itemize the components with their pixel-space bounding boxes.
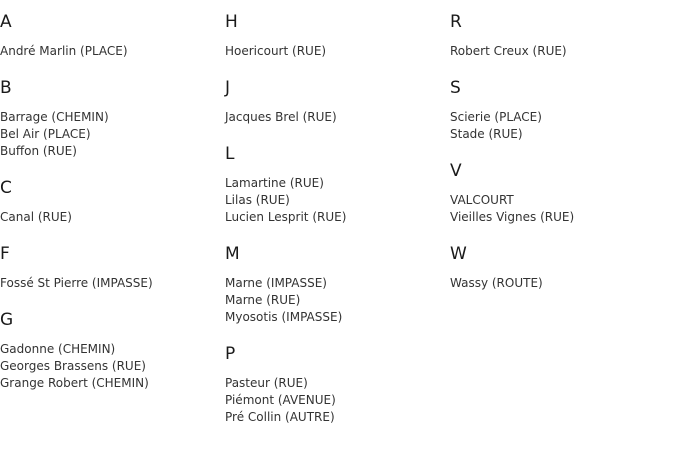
street-list xyxy=(0,209,222,226)
street-list-item xyxy=(225,43,447,60)
street-list-item xyxy=(0,109,222,126)
street-column-1 xyxy=(0,12,222,410)
street-link[interactable]: Wassy (ROUTE) xyxy=(450,276,543,290)
street-list xyxy=(0,341,222,392)
letter-group-j xyxy=(225,78,447,126)
street-list-item xyxy=(225,309,447,326)
street-list xyxy=(0,109,222,160)
street-link[interactable]: Pré Collin (AUTRE) xyxy=(225,410,335,424)
street-list-item xyxy=(0,43,222,60)
letter-group-v xyxy=(450,161,672,226)
letter-group-g xyxy=(0,310,222,392)
street-link[interactable]: Buffon (RUE) xyxy=(0,144,77,158)
street-link[interactable]: Gadonne (CHEMIN) xyxy=(0,342,116,356)
letter-heading: V xyxy=(450,161,462,181)
street-list xyxy=(450,192,672,226)
street-link[interactable]: Scierie (PLACE) xyxy=(450,110,542,124)
street-link[interactable]: Marne (IMPASSE) xyxy=(225,276,327,290)
street-link[interactable]: Marne (RUE) xyxy=(225,293,301,307)
street-link[interactable]: Bel Air (PLACE) xyxy=(0,127,91,141)
street-list-item xyxy=(225,275,447,292)
letter-group-s xyxy=(450,78,672,143)
street-list xyxy=(450,43,672,60)
street-link[interactable]: Fossé St Pierre (IMPASSE) xyxy=(0,276,153,290)
street-list-item xyxy=(0,209,222,226)
street-list-item xyxy=(0,275,222,292)
street-link[interactable]: Lamartine (RUE) xyxy=(225,176,324,190)
street-list-item xyxy=(225,375,447,392)
letter-group-h xyxy=(225,12,447,60)
letter-heading: H xyxy=(225,12,238,32)
street-link[interactable]: Robert Creux (RUE) xyxy=(450,44,567,58)
street-list xyxy=(450,275,672,292)
street-list-item xyxy=(225,209,447,226)
street-list-item xyxy=(0,341,222,358)
street-list-item xyxy=(450,275,672,292)
letter-heading: G xyxy=(0,310,14,330)
street-link[interactable]: Canal (RUE) xyxy=(0,210,72,224)
street-list xyxy=(225,43,447,60)
street-link[interactable]: Vieilles Vignes (RUE) xyxy=(450,210,575,224)
letter-group-p xyxy=(225,344,447,426)
street-list-item xyxy=(450,192,672,209)
letter-group-w xyxy=(450,244,672,292)
street-list-item xyxy=(225,292,447,309)
street-list xyxy=(0,275,222,292)
street-list-item xyxy=(450,209,672,226)
street-link[interactable]: Georges Brassens (RUE) xyxy=(0,359,146,373)
street-list-item xyxy=(450,43,672,60)
letter-heading: B xyxy=(0,78,12,98)
street-list-item xyxy=(225,409,447,426)
street-list xyxy=(0,43,222,60)
street-list-item xyxy=(225,175,447,192)
letter-group-b xyxy=(0,78,222,160)
street-column-2 xyxy=(225,12,447,444)
street-list-item xyxy=(0,358,222,375)
letter-heading: C xyxy=(0,178,12,198)
street-list-item xyxy=(0,143,222,160)
letter-heading: W xyxy=(450,244,467,264)
letter-group-r xyxy=(450,12,672,60)
letter-heading: J xyxy=(225,78,231,98)
letter-heading: A xyxy=(0,12,12,32)
street-list-item xyxy=(225,392,447,409)
letter-group-m xyxy=(225,244,447,326)
street-list xyxy=(225,375,447,426)
street-list-item xyxy=(450,126,672,143)
street-list xyxy=(225,175,447,226)
street-list-item xyxy=(0,375,222,392)
street-link[interactable]: Lucien Lesprit (RUE) xyxy=(225,210,347,224)
street-list xyxy=(225,109,447,126)
street-link[interactable]: VALCOURT xyxy=(450,193,514,207)
street-list-item xyxy=(225,109,447,126)
street-link[interactable]: Barrage (CHEMIN) xyxy=(0,110,109,124)
letter-heading: S xyxy=(450,78,461,98)
letter-heading: F xyxy=(0,244,10,264)
street-list xyxy=(225,275,447,326)
street-link[interactable]: Piémont (AVENUE) xyxy=(225,393,336,407)
street-link[interactable]: Myosotis (IMPASSE) xyxy=(225,310,343,324)
letter-heading: M xyxy=(225,244,240,264)
street-link[interactable]: Hoericourt (RUE) xyxy=(225,44,327,58)
street-list-item xyxy=(450,109,672,126)
street-list-item xyxy=(225,192,447,209)
letter-heading: P xyxy=(225,344,236,364)
street-list-item xyxy=(0,126,222,143)
street-link[interactable]: Jacques Brel (RUE) xyxy=(225,110,337,124)
letter-heading: R xyxy=(450,12,462,32)
street-link[interactable]: Pasteur (RUE) xyxy=(225,376,308,390)
letter-heading: L xyxy=(225,144,235,164)
street-link[interactable]: Grange Robert (CHEMIN) xyxy=(0,376,149,390)
street-list xyxy=(450,109,672,143)
street-column-3 xyxy=(450,12,672,310)
street-link[interactable]: Stade (RUE) xyxy=(450,127,523,141)
letter-group-a xyxy=(0,12,222,60)
letter-group-c xyxy=(0,178,222,226)
street-link[interactable]: André Marlin (PLACE) xyxy=(0,44,128,58)
letter-group-l xyxy=(225,144,447,226)
letter-group-f xyxy=(0,244,222,292)
street-link[interactable]: Lilas (RUE) xyxy=(225,193,290,207)
